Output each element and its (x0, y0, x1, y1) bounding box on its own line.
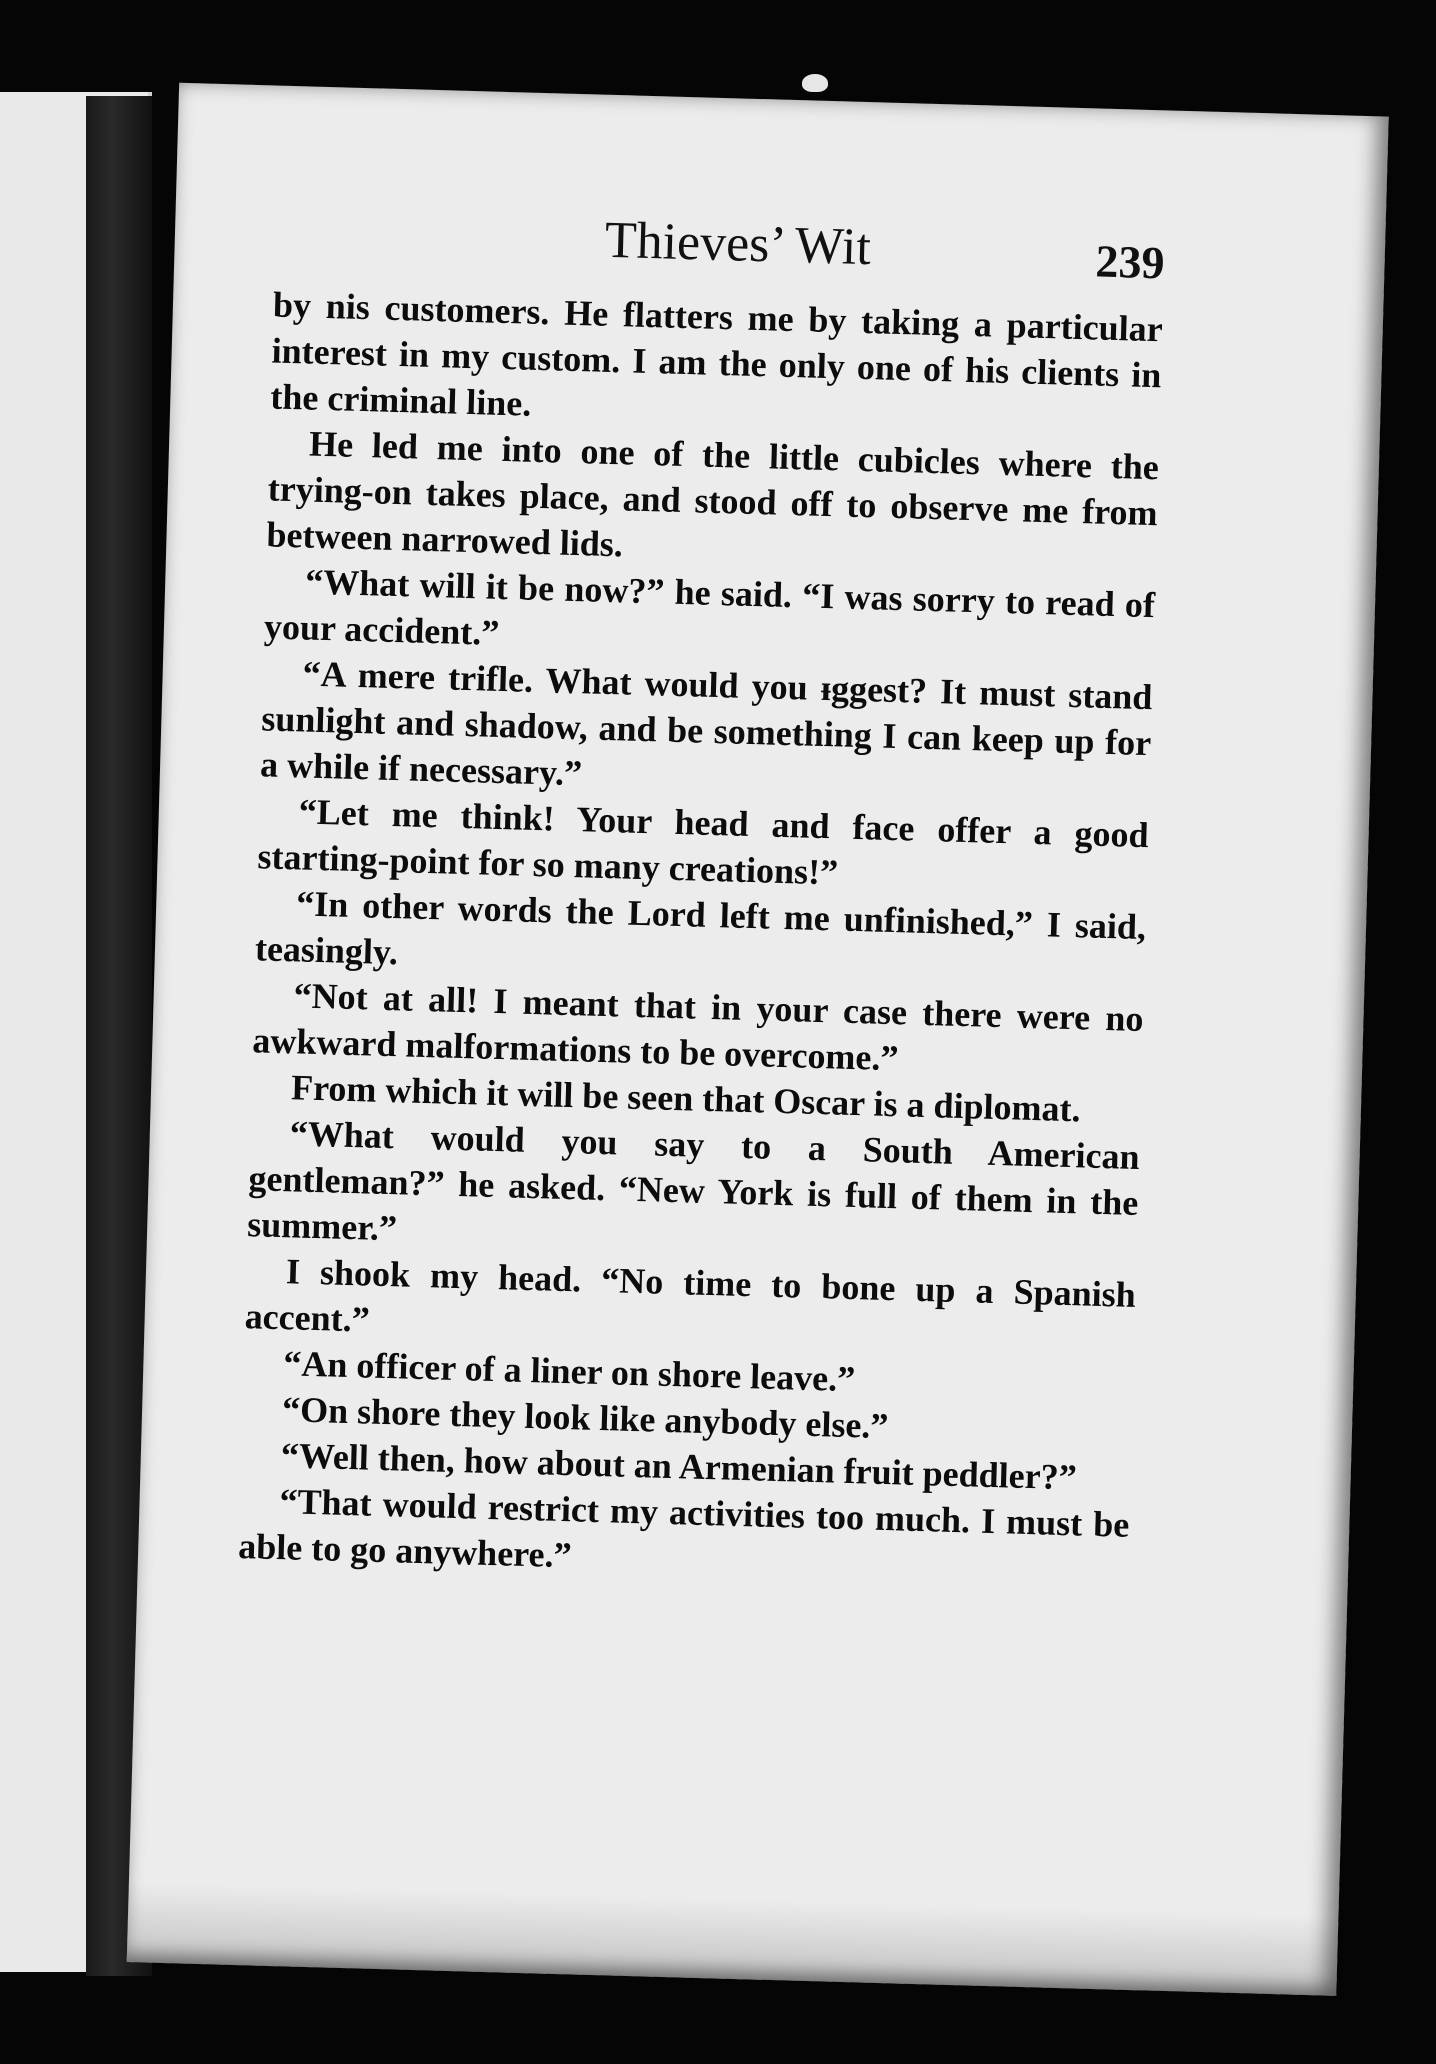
paragraph: “An officer of a liner on shore leave.” (282, 1343, 856, 1400)
paragraph: by nis customers. He flatters me by taking a particular interest in my custom. I am the only one of his clients in the criminal line. (269, 284, 1164, 424)
paragraph: From which it will be seen that Oscar is a diplomat. (290, 1067, 1082, 1130)
page-top-ornament (802, 74, 828, 92)
page-number: 239 (1094, 235, 1166, 289)
paragraph: He led me into one of the little cubicles where the trying-on takes place, and stood off to observe me from between narrowed lids. (266, 423, 1160, 565)
page-content (238, 202, 1166, 1594)
paragraph: “Well then, how about an Armenian fruit peddler?” (280, 1435, 1078, 1498)
book-page (127, 83, 1389, 1996)
paragraph: “Let me think! Your head and face offer a good starting-point for so many creations!” (257, 791, 1150, 893)
paragraph: “In other words the Lord left me unfinished,” I said, teasingly. (254, 883, 1147, 973)
paragraph: I shook my head. “No time to bone up a Spanish accent.” (244, 1251, 1137, 1340)
running-title: Thieves’ Wit (604, 211, 872, 277)
paragraph: “On shore they look like anybody else.” (281, 1389, 889, 1447)
paragraph: “What would you say to a South American gentleman?” he asked. “New York is full of them in the summer.” (246, 1113, 1141, 1249)
paragraph: “Not at all! I meant that in your case there were no awkward malformations to be overcome.” (251, 975, 1144, 1079)
paragraph: “That would restrict my activities too much. I must be able to go anywhere.” (237, 1481, 1130, 1576)
paragraph: “What will it be now?” he said. “I was sorry to read of your accident.” (263, 561, 1156, 653)
paragraph: “A mere trifle. What would you ᵻggest? It must stand sunlight and shadow, and be something I can keep up for a while if necessary.” (259, 653, 1153, 794)
